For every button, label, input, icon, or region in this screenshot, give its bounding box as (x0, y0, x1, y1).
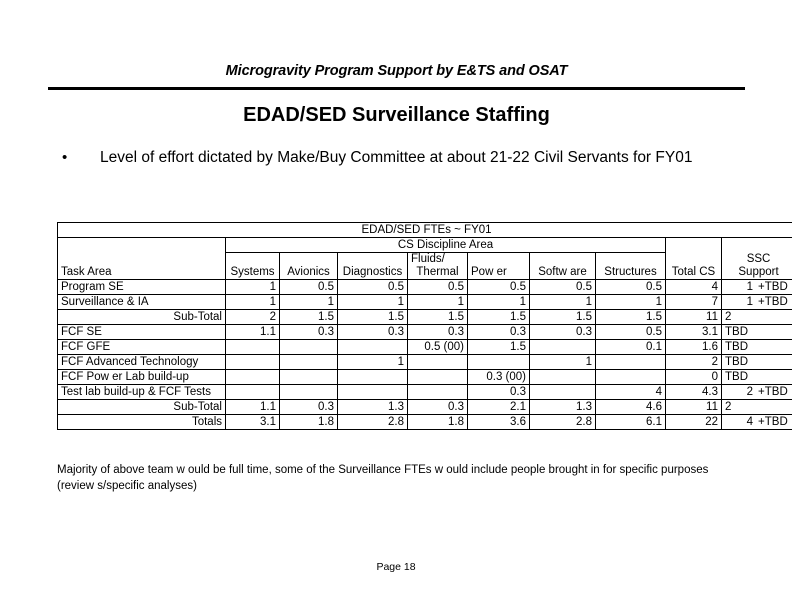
fte-table-container (57, 222, 788, 430)
cell-structures: 0.1 (596, 340, 666, 355)
cell-avionics (280, 370, 338, 385)
cell-software: 2.8 (530, 415, 596, 430)
cell-structures: 6.1 (596, 415, 666, 430)
cell-avionics: 0.3 (280, 325, 338, 340)
cell-power: 3.6 (468, 415, 530, 430)
total-cs-header-spacer (666, 238, 722, 253)
cell-total-cs: 11 (666, 400, 722, 415)
cell-fluids-thermal: 0.3 (408, 400, 468, 415)
cell-systems: 1.1 (226, 325, 280, 340)
ssc-value: 2 (746, 386, 754, 398)
cell-power: 2.1 (468, 400, 530, 415)
table-title-row (58, 223, 792, 238)
cell-software (530, 370, 596, 385)
cell-fluids-thermal: 0.5 (408, 280, 468, 295)
table-subtotal-row (58, 310, 792, 325)
cell-fluids-thermal: 1 (408, 295, 468, 310)
cell-avionics: 1.5 (280, 310, 338, 325)
cell-ssc-support: TBD (722, 355, 792, 370)
page-title: EDAD/SED Surveillance Staffing (243, 104, 550, 126)
cell-avionics: 1.8 (280, 415, 338, 430)
cell-systems: 3.1 (226, 415, 280, 430)
cell-task-area: FCF Pow er Lab build-up (58, 370, 226, 385)
cell-total-cs: 2 (666, 355, 722, 370)
column-header-avionics: Avionics (280, 253, 338, 280)
ssc-support-line2: Support (738, 266, 779, 278)
cell-task-area: Test lab build-up & FCF Tests (58, 385, 226, 400)
header-divider-rule (48, 87, 745, 90)
table-row (58, 325, 792, 340)
cell-structures: 4.6 (596, 400, 666, 415)
table-totals-row (58, 415, 792, 430)
table-row (58, 355, 792, 370)
table-subtotal-row (58, 400, 792, 415)
cell-systems: 1 (226, 295, 280, 310)
cell-ssc-support (722, 415, 792, 430)
cell-diagnostics: 1 (338, 295, 408, 310)
cell-systems: 1 (226, 280, 280, 295)
cell-fluids-thermal (408, 355, 468, 370)
cell-power: 0.3 (468, 385, 530, 400)
cell-software: 0.5 (530, 280, 596, 295)
cell-systems (226, 370, 280, 385)
table-column-header-row (58, 253, 792, 280)
cell-total-cs: 4 (666, 280, 722, 295)
cell-task-area: FCF GFE (58, 340, 226, 355)
cell-diagnostics (338, 340, 408, 355)
page-number: Page 18 (376, 561, 416, 573)
cell-avionics: 1 (280, 295, 338, 310)
cell-systems (226, 355, 280, 370)
ssc-support-line1: SSC (746, 253, 771, 265)
cell-systems (226, 340, 280, 355)
ssc-tbd-flag: +TBD (758, 386, 788, 398)
cell-ssc-support: TBD (722, 325, 792, 340)
cell-subtotal-label: Sub-Total (58, 400, 226, 415)
ssc-support-header-spacer (722, 238, 792, 253)
cell-diagnostics: 1 (338, 355, 408, 370)
cell-structures: 0.5 (596, 280, 666, 295)
cell-total-cs: 3.1 (666, 325, 722, 340)
cell-diagnostics: 1.5 (338, 310, 408, 325)
column-header-ssc-support (722, 253, 792, 280)
ssc-value: 1 (746, 296, 754, 308)
cell-systems: 1.1 (226, 400, 280, 415)
column-header-task-area: Task Area (58, 253, 226, 280)
column-header-structures: Structures (596, 253, 666, 280)
cell-software: 1.5 (530, 310, 596, 325)
cell-software: 1.3 (530, 400, 596, 415)
column-header-diagnostics: Diagnostics (338, 253, 408, 280)
discipline-group-header-row (58, 238, 792, 253)
table-row (58, 385, 792, 400)
table-row (58, 295, 792, 310)
cell-systems: 2 (226, 310, 280, 325)
cell-power: 1 (468, 295, 530, 310)
cell-power: 0.5 (468, 280, 530, 295)
bullet-list-item (60, 147, 750, 169)
cell-ssc-support: 2 (722, 400, 792, 415)
table-row (58, 280, 792, 295)
cell-avionics: 0.5 (280, 280, 338, 295)
cell-structures: 4 (596, 385, 666, 400)
ssc-value: 4 (746, 416, 754, 428)
cell-task-area: FCF SE (58, 325, 226, 340)
cell-structures (596, 370, 666, 385)
cell-ssc-support: TBD (722, 370, 792, 385)
cell-structures: 0.5 (596, 325, 666, 340)
ssc-tbd-flag: +TBD (758, 296, 788, 308)
table-title-cell: EDAD/SED FTEs ~ FY01 (58, 223, 792, 238)
cell-avionics (280, 355, 338, 370)
slide-header (48, 62, 745, 80)
cell-fluids-thermal (408, 385, 468, 400)
edad-sed-fte-table (57, 222, 792, 430)
cell-fluids-thermal: 1.8 (408, 415, 468, 430)
cell-task-area: FCF Advanced Technology (58, 355, 226, 370)
cell-total-cs: 4.3 (666, 385, 722, 400)
cell-ssc-support: 2 (722, 310, 792, 325)
cell-structures: 1.5 (596, 310, 666, 325)
cell-structures (596, 355, 666, 370)
cell-fluids-thermal (408, 370, 468, 385)
cell-diagnostics: 2.8 (338, 415, 408, 430)
cs-discipline-area-header: CS Discipline Area (226, 238, 666, 253)
cell-ssc-support: TBD (722, 340, 792, 355)
cell-total-cs: 1.6 (666, 340, 722, 355)
cell-avionics: 0.3 (280, 400, 338, 415)
cell-task-area: Program SE (58, 280, 226, 295)
cell-diagnostics: 0.3 (338, 325, 408, 340)
column-header-fluids-thermal (408, 253, 468, 280)
cell-fluids-thermal: 0.3 (408, 325, 468, 340)
column-header-total-cs: Total CS (666, 253, 722, 280)
cell-power: 0.3 (468, 325, 530, 340)
cell-power: 0.3 (00) (468, 370, 530, 385)
ssc-tbd-flag: +TBD (758, 416, 788, 428)
cell-avionics (280, 385, 338, 400)
cell-diagnostics (338, 370, 408, 385)
cell-total-cs: 0 (666, 370, 722, 385)
cell-total-cs: 7 (666, 295, 722, 310)
cell-software (530, 385, 596, 400)
bullet-item-text: Level of effort dictated by Make/Buy Committee at about 21-22 Civil Servants for FY01 (100, 149, 693, 166)
cell-power: 1.5 (468, 340, 530, 355)
column-header-software: Softw are (530, 253, 596, 280)
cell-ssc-support (722, 280, 792, 295)
column-header-systems: Systems (226, 253, 280, 280)
cell-software (530, 340, 596, 355)
cell-fluids-thermal: 1.5 (408, 310, 468, 325)
cell-software: 1 (530, 295, 596, 310)
ssc-tbd-flag: +TBD (758, 281, 788, 293)
task-area-header-spacer (58, 238, 226, 253)
slide-header-text: Microgravity Program Support by E&TS and OSAT (225, 63, 568, 79)
cell-structures: 1 (596, 295, 666, 310)
cell-diagnostics: 0.5 (338, 280, 408, 295)
cell-totals-label: Totals (58, 415, 226, 430)
cell-software: 0.3 (530, 325, 596, 340)
fluids-thermal-line1: Fluids/ (411, 253, 445, 265)
ssc-value: 1 (746, 281, 754, 293)
cell-avionics (280, 340, 338, 355)
cell-total-cs: 11 (666, 310, 722, 325)
table-row (58, 340, 792, 355)
fluids-thermal-line2: Thermal (416, 266, 459, 278)
column-header-power: Pow er (468, 253, 530, 280)
cell-power: 1.5 (468, 310, 530, 325)
cell-task-area: Surveillance & IA (58, 295, 226, 310)
bullet-marker-icon: • (62, 149, 68, 166)
cell-software: 1 (530, 355, 596, 370)
table-row (58, 370, 792, 385)
cell-diagnostics (338, 385, 408, 400)
cell-systems (226, 385, 280, 400)
cell-diagnostics: 1.3 (338, 400, 408, 415)
cell-fluids-thermal: 0.5 (00) (408, 340, 468, 355)
cell-subtotal-label: Sub-Total (58, 310, 226, 325)
cell-ssc-support (722, 385, 792, 400)
cell-power (468, 355, 530, 370)
cell-total-cs: 22 (666, 415, 722, 430)
table-footnote: Majority of above team w ould be full time, some of the Surveillance FTEs w ould include people brought in for specific purposes (review s/specific analyses) (57, 464, 709, 492)
cell-ssc-support (722, 295, 792, 310)
